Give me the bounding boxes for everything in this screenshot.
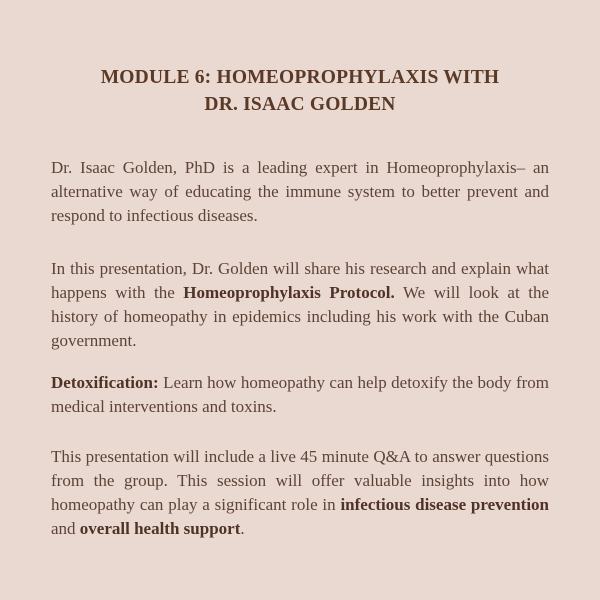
- intro-paragraph: [51, 156, 549, 228]
- detox-label: Detoxification:: [51, 373, 159, 392]
- health-support-highlight: overall health support: [79, 519, 241, 538]
- intro-text: Dr. Isaac Golden, PhD is a leading expert in Homeoprophylaxis– an alternative way of educating the immune system to better prevent and respond to infectious diseases.: [51, 158, 549, 225]
- qa-text-after: .: [240, 519, 245, 538]
- presentation-paragraph: [51, 257, 549, 353]
- presentation-text-before: In this presentation, Dr. Golden will share his research and explain what happens with the: [51, 259, 549, 302]
- module-title: [40, 64, 560, 118]
- qa-paragraph: [51, 445, 549, 541]
- module-title-line-2: DR. ISAAC GOLDEN: [204, 94, 396, 115]
- module-title-line-1: MODULE 6: HOMEOPROPHYLAXIS WITH: [100, 67, 500, 88]
- qa-text-middle: and: [51, 519, 80, 538]
- presentation-text-after: We will look at the history of homeopathy in epidemics including his work with the Cuban government.: [51, 283, 550, 350]
- detox-paragraph: [51, 371, 549, 419]
- detox-text: Learn how homeopathy can help detoxify the body from medical interventions and toxins.: [51, 373, 549, 416]
- qa-text-before: This presentation will include a live 45 minute Q&A to answer questions from the group. This session will offer valuable insights into how homeopathy can play a significant role in: [51, 447, 549, 514]
- protocol-highlight: Homeoprophylaxis Protocol.: [183, 283, 395, 302]
- prevention-highlight: infectious disease prevention: [340, 495, 549, 514]
